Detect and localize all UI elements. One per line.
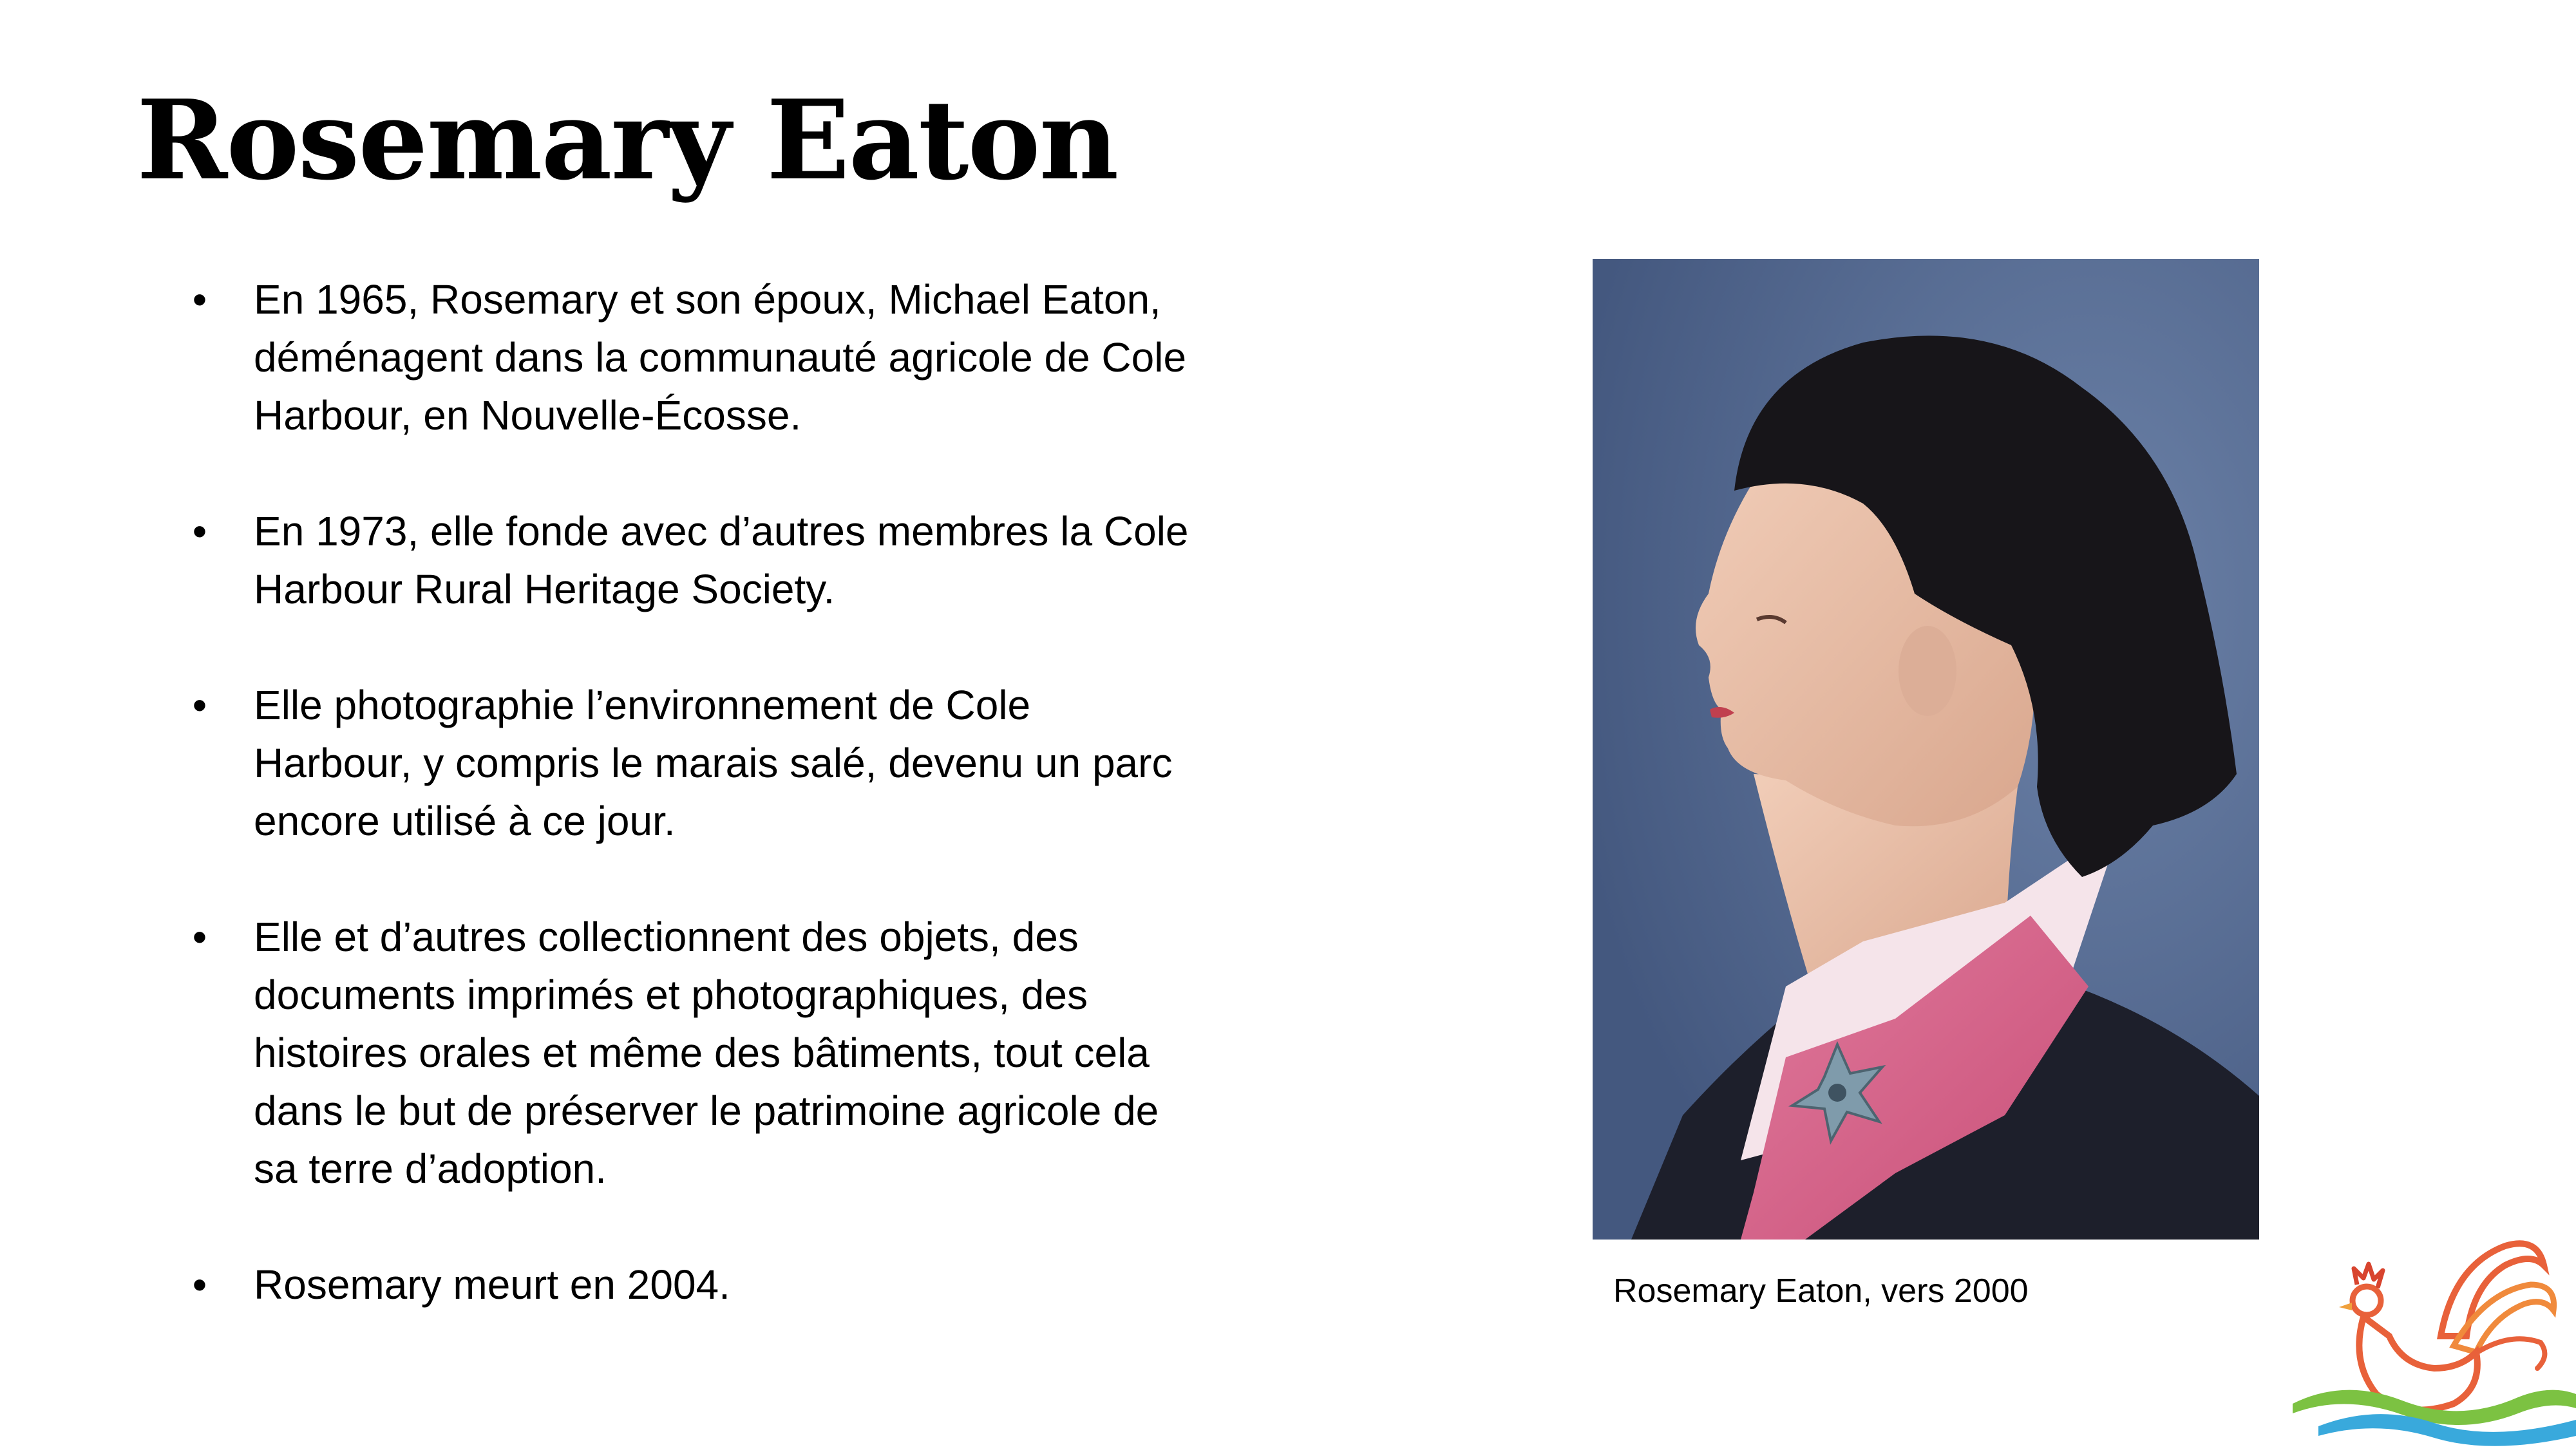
bullet-marker: • — [192, 914, 207, 960]
bullet-line: déménagent dans la communauté agricole de Cole — [254, 334, 1187, 381]
tail-feather — [2441, 1243, 2544, 1336]
bullet-marker: • — [192, 682, 207, 728]
bullet-item — [187, 676, 1307, 850]
bullet-line: dans le but de préserver le patrimoine agricole de — [254, 1088, 1159, 1134]
bullet-marker: • — [192, 276, 207, 323]
bullet-item — [187, 1256, 1307, 1314]
bullet-marker: • — [192, 1261, 207, 1308]
ear-shape — [1899, 626, 1956, 716]
bullet-item — [187, 908, 1307, 1198]
bullet-marker: • — [192, 508, 207, 554]
bullet-line: encore utilisé à ce jour. — [254, 798, 676, 844]
slide-title: Rosemary Eaton — [137, 76, 1118, 205]
bullet-line: Harbour, y compris le marais salé, devenu un parc — [254, 740, 1173, 786]
rooster-beak — [2339, 1303, 2352, 1310]
bullet-line: Elle photographie l’environnement de Cole — [254, 682, 1031, 728]
bullet-line: En 1973, elle fonde avec d’autres membres la Cole — [254, 508, 1189, 554]
portrait-illustration — [1593, 259, 2259, 1240]
bullet-line: documents imprimés et photographiques, des — [254, 972, 1088, 1018]
bullet-line: Elle et d’autres collectionnent des objets, des — [254, 914, 1079, 960]
bullet-item — [187, 270, 1307, 444]
bullet-line: sa terre d’adoption. — [254, 1146, 607, 1192]
bullet-line: En 1965, Rosemary et son époux, Michael Eaton, — [254, 276, 1161, 323]
bullet-line: Rosemary meurt en 2004. — [254, 1261, 730, 1308]
rooster-head — [2353, 1287, 2381, 1315]
bullet-list — [187, 270, 1307, 1314]
rooster-icon — [2293, 1240, 2576, 1449]
brooch-center — [1828, 1084, 1846, 1102]
bullet-item — [187, 502, 1307, 618]
bullet-line: histoires orales et même des bâtiments, tout cela — [254, 1030, 1150, 1076]
bullet-line: Harbour Rural Heritage Society. — [254, 566, 835, 612]
rooster-logo — [2293, 1240, 2576, 1449]
photo-caption: Rosemary Eaton, vers 2000 — [1613, 1272, 2029, 1310]
bullet-line: Harbour, en Nouvelle-Écosse. — [254, 392, 802, 438]
portrait-photo — [1593, 259, 2259, 1240]
